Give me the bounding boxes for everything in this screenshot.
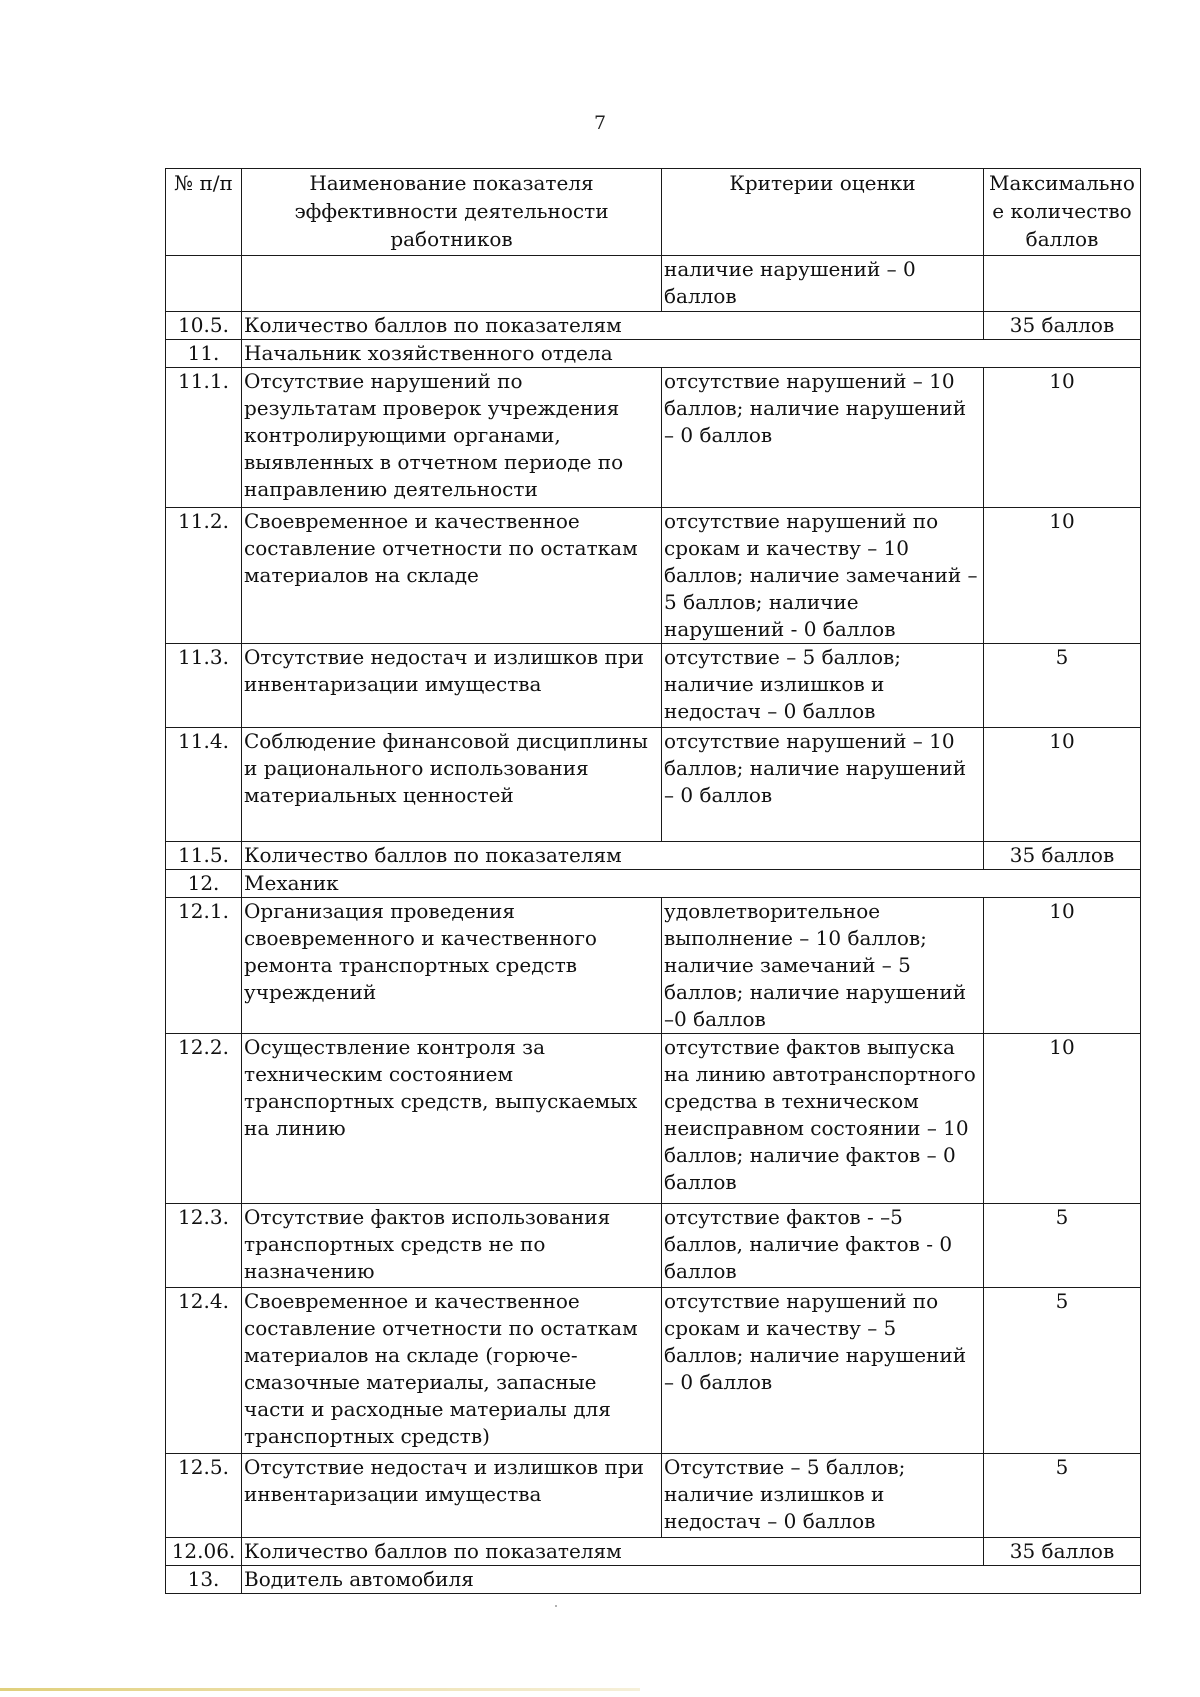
row-num: 11.2. [166, 508, 242, 644]
row-max [984, 256, 1141, 312]
row-max: 5 [984, 644, 1141, 728]
row-max: 10 [984, 728, 1141, 842]
row-criteria: отсутствие фактов выпуска на линию автотранспортного средства в техническом неисправном состоянии – 10 баллов; наличие фактов – 0 баллов [662, 1034, 984, 1204]
total-label: Количество баллов по показателям [242, 842, 984, 870]
table-row [166, 1288, 1141, 1454]
row-num: 12.5. [166, 1454, 242, 1538]
header-name: Наименование показателя эффективности деятельности работников [242, 169, 662, 256]
total-label: Количество баллов по показателям [242, 312, 984, 340]
scan-edge-line [0, 1688, 640, 1691]
section-row [166, 340, 1141, 368]
row-criteria: отсутствие фактов - –5 баллов, наличие фактов - 0 баллов [662, 1204, 984, 1288]
row-num: 11.1. [166, 368, 242, 508]
table-row [166, 1454, 1141, 1538]
row-max: 10 [984, 508, 1141, 644]
header-max: Максимальное количество баллов [984, 169, 1141, 256]
row-name: Организация проведения своевременного и качественного ремонта транспортных средств учреждений [242, 898, 662, 1034]
row-max: 5 [984, 1288, 1141, 1454]
table-row [166, 728, 1141, 842]
row-criteria: отсутствие нарушений – 10 баллов; наличие нарушений – 0 баллов [662, 728, 984, 842]
row-name: Осуществление контроля за техническим состоянием транспортных средств, выпускаемых на линию [242, 1034, 662, 1204]
section-row [166, 870, 1141, 898]
header-num: № п/п [166, 169, 242, 256]
row-num: 11.3. [166, 644, 242, 728]
row-name: Своевременное и качественное составление отчетности по остаткам материалов на складе (горюче-смазочные материалы, запасные части и расходные материалы для транспортных средств) [242, 1288, 662, 1454]
total-value: 35 баллов [984, 842, 1141, 870]
section-title: Водитель автомобиля [242, 1566, 1141, 1594]
page-number: 7 [593, 112, 607, 134]
table-header-row [166, 169, 1141, 256]
section-title: Механик [242, 870, 1141, 898]
row-max: 10 [984, 1034, 1141, 1204]
row-name: Своевременное и качественное составление отчетности по остаткам материалов на складе [242, 508, 662, 644]
row-criteria: наличие нарушений – 0 баллов [662, 256, 984, 312]
row-num: 12.06. [166, 1538, 242, 1566]
row-criteria: отсутствие нарушений – 10 баллов; наличие нарушений – 0 баллов [662, 368, 984, 508]
row-num [166, 256, 242, 312]
row-criteria: отсутствие нарушений по срокам и качеству – 10 баллов; наличие замечаний – 5 баллов; наличие нарушений - 0 баллов [662, 508, 984, 644]
row-num: 11. [166, 340, 242, 368]
table-row [166, 1204, 1141, 1288]
total-row [166, 1538, 1141, 1566]
row-name: Отсутствие фактов использования транспортных средств не по назначению [242, 1204, 662, 1288]
row-name [242, 256, 662, 312]
total-row [166, 312, 1141, 340]
row-name: Соблюдение финансовой дисциплины и рационального использования материальных ценностей [242, 728, 662, 842]
section-row [166, 1566, 1141, 1594]
total-value: 35 баллов [984, 312, 1141, 340]
table-row [166, 368, 1141, 508]
table-row [166, 256, 1141, 312]
row-criteria: Отсутствие – 5 баллов; наличие излишков и недостач – 0 баллов [662, 1454, 984, 1538]
row-max: 5 [984, 1204, 1141, 1288]
row-max: 5 [984, 1454, 1141, 1538]
row-num: 12.3. [166, 1204, 242, 1288]
total-row [166, 842, 1141, 870]
section-title: Начальник хозяйственного отдела [242, 340, 1141, 368]
table-row [166, 898, 1141, 1034]
row-num: 12.4. [166, 1288, 242, 1454]
row-max: 10 [984, 368, 1141, 508]
row-num: 12. [166, 870, 242, 898]
table-row [166, 1034, 1141, 1204]
row-name: Отсутствие недостач и излишков при инвентаризации имущества [242, 1454, 662, 1538]
total-label: Количество баллов по показателям [242, 1538, 984, 1566]
row-num: 13. [166, 1566, 242, 1594]
row-num: 12.1. [166, 898, 242, 1034]
header-criteria: Критерии оценки [662, 169, 984, 256]
table-row [166, 508, 1141, 644]
row-criteria: удовлетворительное выполнение – 10 баллов; наличие замечаний – 5 баллов; наличие нарушений –0 баллов [662, 898, 984, 1034]
row-name: Отсутствие недостач и излишков при инвентаризации имущества [242, 644, 662, 728]
criteria-table [165, 168, 1141, 1594]
row-name: Отсутствие нарушений по результатам проверок учреждения контролирующими органами, выявленных в отчетном периоде по направлению деятельности [242, 368, 662, 508]
scan-speck [555, 1605, 557, 1607]
row-criteria: отсутствие – 5 баллов; наличие излишков и недостач – 0 баллов [662, 644, 984, 728]
row-max: 10 [984, 898, 1141, 1034]
row-num: 10.5. [166, 312, 242, 340]
table-row [166, 644, 1141, 728]
row-num: 11.5. [166, 842, 242, 870]
row-criteria: отсутствие нарушений по срокам и качеству – 5 баллов; наличие нарушений – 0 баллов [662, 1288, 984, 1454]
row-num: 11.4. [166, 728, 242, 842]
row-num: 12.2. [166, 1034, 242, 1204]
total-value: 35 баллов [984, 1538, 1141, 1566]
